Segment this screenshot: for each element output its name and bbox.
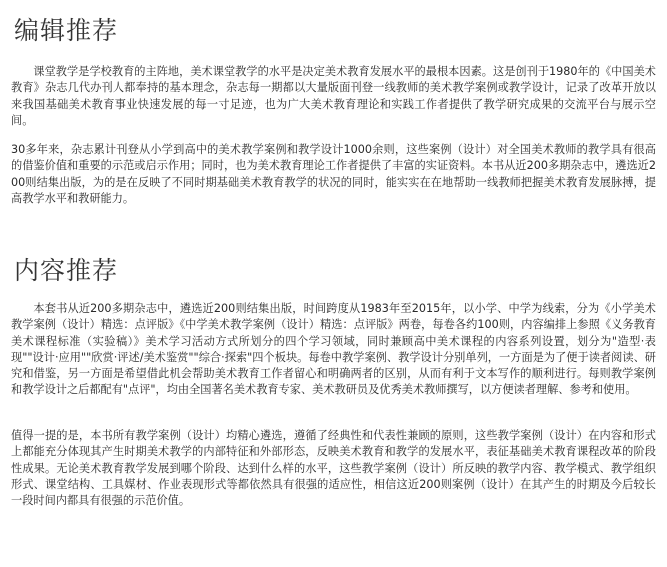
content-recommendation-heading: 内容推荐 — [14, 256, 119, 285]
editor-recommendation-paragraph-2: 30多年来，杂志累计刊登从小学到高中的美术教学案例和教学设计1000余则，这些案例（设计）对全国美术教师的教学具有很高的借鉴价值和重要的示范或启示作用；同时，也为美术教育理论工作者提供了丰富的实证资料。本书从近200多期杂志中，遴选近200则结集出版，为的是在反映了不同时期基础美术教育教学的状况的同时，能实实在在地帮助一线教师把握美术教育发展脉搏，提高教学水平和教研能力。 — [11, 143, 656, 205]
editor-recommendation-heading: 编辑推荐 — [14, 16, 119, 45]
content-recommendation-paragraph-1: 本套书从近200多期杂志中，遴选近200则结集出版，时间跨度从1983年至2015年，以小学、中学为线索，分为《小学美术教学案例（设计）精选：点评版》《中学美术教学案例（设计）精选：点评版》两卷，每卷各约100则，内容编排上参照《义务教育美术课程标准（实验稿）》美术学习活动方式所划分的四个学习领域，同时兼顾高中美术课程的内容系列设置，划分为"造型·表现""设计·应用""欣赏·评述/美术鉴赏""综合·探索"四个板块。每卷中教学案例、教学设计分别单列，一方面是为了便于读者阅读、研究和借鉴，另一方面是希望借此机会帮助美术教育工作者留心和明确两者的区别，从而有利于文本写作的顺利进行。每则教学案例和教学设计之后都配有"点评"，均由全国著名美术教育专家、美术教研员及优秀美术教师撰写，以方便读者理解、参考和使用。 — [11, 302, 656, 397]
editor-recommendation-paragraph-1: 课堂教学是学校教育的主阵地，美术课堂教学的水平是决定美术教育发展水平的最根本因素。这是创刊于1980年的《中国美术教育》杂志几代办刊人都奉持的基本理念，杂志每一期都以大量版面刊登一线教师的美术教学案例或教学设计，记录了改革开放以来我国基础美术教育事业快速发展的每一寸足迹，也为广大美术教育理论和实践工作者提供了教学研究成果的交流平台与展示空间。 — [11, 65, 656, 127]
content-recommendation-paragraph-2: 值得一提的是，本书所有教学案例（设计）均精心遴选，遵循了经典性和代表性兼顾的原则，这些教学案例（设计）在内容和形式上都能充分体现其产生时期美术教学的内部特征和外部形态，反映美术教育和教学的发展水平，表征基础美术教育课程改革的阶段性成果。无论美术教育教学发展到哪个阶段、达到什么样的水平，这些教学案例（设计）所反映的教学内容、教学模式、教学组织形式、课堂结构、工具媒材、作业表现形式等都依然具有很强的适应性，相信这近200则案例（设计）在其产生的时期及今后较长一段时间内都具有很强的示范价值。 — [11, 429, 656, 508]
